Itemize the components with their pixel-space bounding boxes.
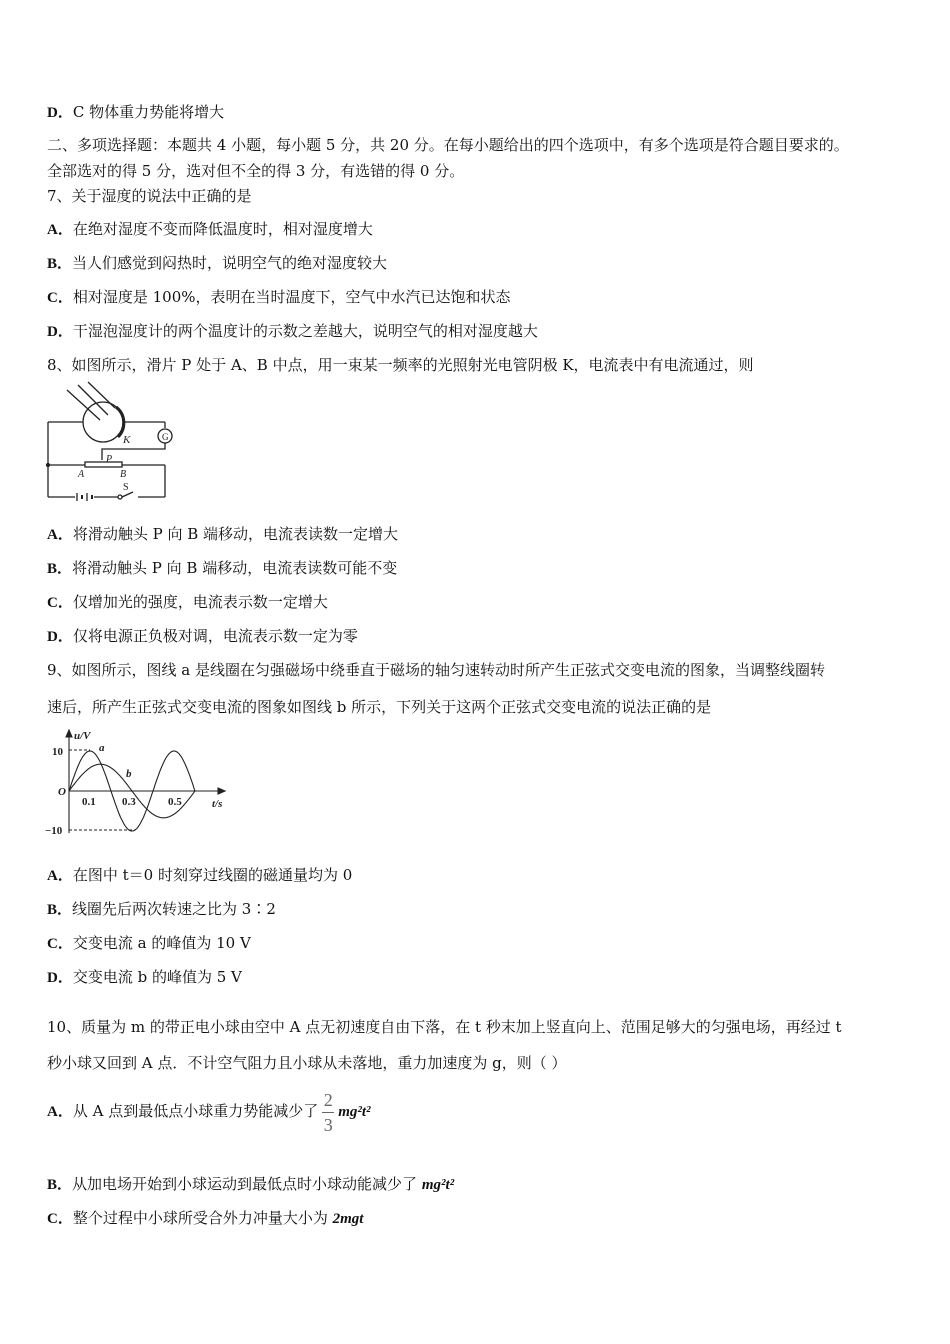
option-letter: B． bbox=[47, 1177, 73, 1193]
q7-stem: 7、关于湿度的说法中正确的是 bbox=[47, 187, 252, 205]
q8-stem: 8、如图所示，滑片 P 处于 A、B 中点，用一束某一频率的光照射光电管阴极 K，电流表中有电流通过，则 bbox=[47, 356, 754, 374]
label-a: A bbox=[78, 469, 85, 480]
q8-option-a bbox=[47, 524, 398, 545]
option-letter: C． bbox=[47, 1211, 73, 1227]
q8-option-c bbox=[47, 592, 328, 613]
x-tick-0.3: 0.3 bbox=[122, 796, 136, 808]
q7-option-d bbox=[47, 321, 538, 342]
q9-option-a bbox=[47, 865, 352, 886]
q6-option-d bbox=[47, 102, 224, 123]
option-letter: D． bbox=[47, 324, 73, 340]
option-text: C 物体重力势能将增大 bbox=[72, 103, 225, 121]
q8-option-d bbox=[47, 626, 358, 647]
option-text: 将滑动触头 P 向 B 端移动，电流表读数一定增大 bbox=[72, 525, 399, 543]
option-letter: A． bbox=[47, 222, 73, 238]
option-letter: B． bbox=[47, 561, 73, 577]
option-text: 仅增加光的强度，电流表示数一定增大 bbox=[72, 593, 328, 611]
q10-stem-line1: 10、质量为 m 的带正电小球由空中 A 点无初速度自由下落，在 t 秒末加上竖直向上、范围足够大的匀强电场，再经过 t bbox=[47, 1018, 842, 1036]
formula: mg²t² bbox=[421, 1177, 455, 1193]
q7-option-b bbox=[47, 253, 387, 274]
option-text: 干湿泡湿度计的两个温度计的示数之差越大，说明空气的相对湿度越大 bbox=[72, 322, 538, 340]
option-text: 相对湿度是 100%，表明在当时温度下，空气中水汽已达饱和状态 bbox=[72, 288, 511, 306]
section2-instructions-line2: 全部选对的得 5 分，选对但不全的得 3 分，有选错的得 0 分。 bbox=[47, 162, 465, 180]
option-text: 在图中 t＝0 时刻穿过线圈的磁通量均为 0 bbox=[72, 866, 353, 884]
option-letter: D． bbox=[47, 970, 73, 986]
ac-waveform-figure bbox=[40, 725, 240, 840]
option-text: 从 A 点到最低点小球重力势能减少了 bbox=[72, 1102, 319, 1120]
switch bbox=[118, 495, 122, 499]
label-s: S bbox=[123, 482, 129, 493]
x-tick-0.1: 0.1 bbox=[82, 796, 96, 808]
q7-option-c bbox=[47, 287, 511, 308]
option-letter: B． bbox=[47, 256, 73, 272]
photoelectric-circuit-figure bbox=[40, 380, 190, 505]
option-letter: A． bbox=[47, 1104, 73, 1120]
q9-stem-line1: 9、如图所示，图线 a 是线圈在匀强磁场中绕垂直于磁场的轴匀速转动时所产生正弦式交变电流的图象，当调整线圈转 bbox=[47, 661, 826, 679]
option-letter: B． bbox=[47, 902, 73, 918]
battery bbox=[77, 493, 92, 501]
option-text: 线圈先后两次转速之比为 3∶2 bbox=[72, 900, 276, 918]
fraction-numerator: 2 bbox=[323, 1089, 333, 1110]
q8-option-b bbox=[47, 558, 397, 579]
y-tick-neg10: −10 bbox=[45, 825, 63, 837]
label-k: K bbox=[123, 434, 131, 446]
option-letter: A． bbox=[47, 868, 73, 884]
fraction-two-thirds bbox=[322, 1090, 334, 1135]
rheostat bbox=[85, 462, 122, 467]
formula: mg²t² bbox=[338, 1104, 371, 1120]
option-letter: A． bbox=[47, 527, 73, 543]
option-text: 将滑动触头 P 向 B 端移动，电流表读数可能不变 bbox=[72, 559, 398, 577]
q9-option-b bbox=[47, 899, 276, 920]
option-text: 在绝对湿度不变而降低温度时，相对湿度增大 bbox=[72, 220, 373, 238]
option-letter: C． bbox=[47, 936, 73, 952]
q10-stem-line2: 秒小球又回到 A 点．不计空气阻力且小球从未落地，重力加速度为 g，则（ ） bbox=[47, 1054, 567, 1072]
label-g: G bbox=[162, 432, 169, 442]
curve-b-label: b bbox=[126, 768, 132, 780]
option-text: 从加电场开始到小球运动到最低点时小球动能减少了 bbox=[72, 1175, 418, 1193]
x-axis-label: t/s bbox=[212, 798, 223, 810]
option-text: 整个过程中小球所受合外力冲量大小为 bbox=[72, 1209, 328, 1227]
q10-option-a bbox=[47, 1088, 371, 1135]
q9-option-d bbox=[47, 967, 242, 988]
option-text: 仅将电源正负极对调，电流表示数一定为零 bbox=[72, 627, 358, 645]
label-b: B bbox=[120, 469, 127, 480]
option-letter: D． bbox=[47, 629, 73, 645]
fraction-denominator: 3 bbox=[323, 1114, 333, 1135]
q7-option-a bbox=[47, 219, 373, 240]
option-text: 当人们感觉到闷热时，说明空气的绝对湿度较大 bbox=[72, 254, 388, 272]
option-letter: D． bbox=[47, 105, 73, 121]
formula: 2mgt bbox=[332, 1211, 364, 1227]
light-ray bbox=[78, 385, 108, 415]
q10-option-c bbox=[47, 1208, 363, 1229]
section2-instructions-line1: 二、多项选择题：本题共 4 小题，每小题 5 分，共 20 分。在每小题给出的四个选项中，有多个选项是符合题目要求的。 bbox=[47, 136, 849, 154]
option-letter: C． bbox=[47, 290, 73, 306]
q9-stem-line2: 速后，所产生正弦式交变电流的图象如图线 b 所示，下列关于这两个正弦式交变电流的说法正确的是 bbox=[47, 698, 712, 716]
curve-a-label: a bbox=[99, 742, 105, 754]
option-text: 交变电流 b 的峰值为 5 V bbox=[72, 968, 242, 986]
origin-label: O bbox=[58, 786, 66, 798]
y-axis-label: u/V bbox=[74, 730, 91, 742]
x-tick-0.5: 0.5 bbox=[168, 796, 182, 808]
q10-option-b bbox=[47, 1174, 454, 1195]
option-text: 交变电流 a 的峰值为 10 V bbox=[72, 934, 251, 952]
label-p: P bbox=[106, 454, 113, 465]
y-tick-10: 10 bbox=[52, 746, 63, 758]
option-letter: C． bbox=[47, 595, 73, 611]
q9-option-c bbox=[47, 933, 251, 954]
